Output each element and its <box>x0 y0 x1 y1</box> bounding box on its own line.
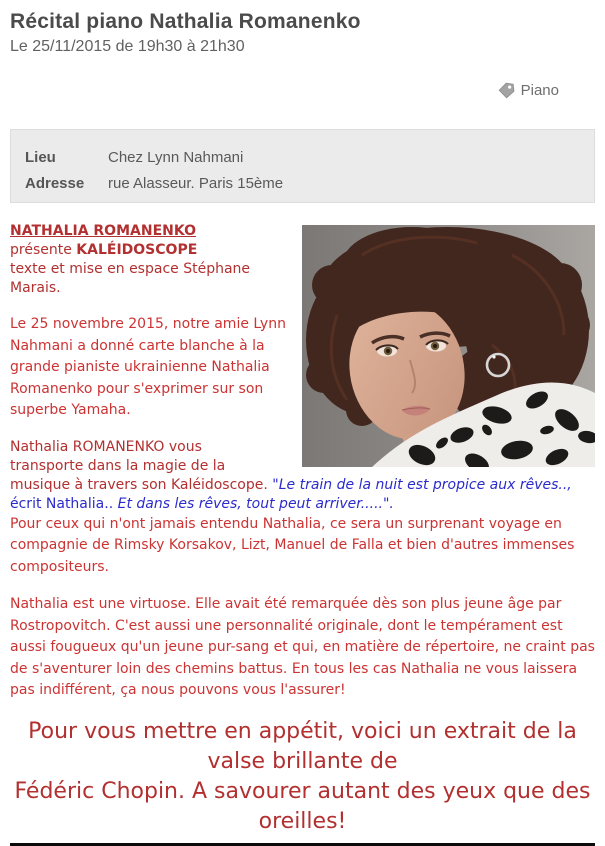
intro-kaleidoscope: KALÉIDOSCOPE <box>76 242 198 258</box>
category-tag-piano[interactable] <box>498 82 559 99</box>
artist-portrait-illustration <box>302 225 595 467</box>
artist-name-link[interactable]: NATHALIA ROMANENKO <box>10 223 196 239</box>
quote-end: Et dans les rêves, tout peut arriver.....". <box>117 495 394 512</box>
kaleidoscope-lead: Nathalia ROMANENKO vous <box>10 438 202 455</box>
adresse-value: rue Alasseur. Paris 15ème <box>108 175 284 192</box>
intro-presente: présente <box>10 242 77 258</box>
tag-icon <box>498 82 515 99</box>
voyage-paragraph: Pour ceux qui n'ont jamais entendu Nathalia, ce sera un surprenant voyage en compagnie de Rimsky Korsakov, Lizt, Manuel de Falla et bien d'autres immenses compositeurs. <box>10 515 575 575</box>
quote-start: "Le train de la nuit est propice aux rêves.., <box>272 476 572 493</box>
page-title: Récital piano Nathalia Romanenko <box>10 10 361 33</box>
closing-invitation: Pour vous mettre en appétit, voici un extrait de la valse brillante de Fédéric Chopin. A savourer autant des yeux que des oreilles! <box>14 718 591 834</box>
kaleidoscope-paragraph: Nathalia ROMANENKO vous transporte dans la magie de la musique à travers son Kaléidoscope. "Le train de la nuit est propice aux rêves.., écrit Nathalia.. Et dans les rêves, tout peut arriver.....". <box>10 438 572 512</box>
carte-blanche-paragraph: Le 25 novembre 2015, notre amie Lynn Nahmani a donné carte blanche à la grande pianiste ukrainienne Nathalia Romanenko pour s'exprimer sur son superbe Yamaha. <box>10 316 286 418</box>
info-row-lieu <box>25 145 580 171</box>
info-row-adresse <box>25 171 580 197</box>
event-datetime: Le 25/11/2015 de 19h30 à 21h30 <box>10 38 245 55</box>
video-embed-top[interactable] <box>10 843 595 846</box>
quote-attribution: écrit Nathalia.. <box>10 495 118 512</box>
venue-info-box <box>10 129 595 203</box>
lieu-value: Chez Lynn Nahmani <box>108 149 244 166</box>
lieu-label: Lieu <box>25 149 56 166</box>
artist-photo <box>302 225 595 467</box>
intro-credit: texte et mise en espace Stéphane Marais. <box>10 261 251 296</box>
event-description <box>10 222 595 846</box>
adresse-label: Adresse <box>25 175 85 192</box>
tag-label: Piano <box>520 82 559 99</box>
virtuose-paragraph: Nathalia est une virtuose. Elle avait été remarquée dès son plus jeune âge par Rostropovitch. C'est aussi une personnalité originale, dont le tempérament est aussi fougueux qu'un jeune pur-sang et qui, en matière de répertoire, ne craint pas de s'aventurer loin des chemins battus. En tous les cas Nathalia ne vous laissera pas indifférent, ça nous pouvons vous l'assurer! <box>10 596 595 698</box>
tag-row <box>10 82 559 102</box>
